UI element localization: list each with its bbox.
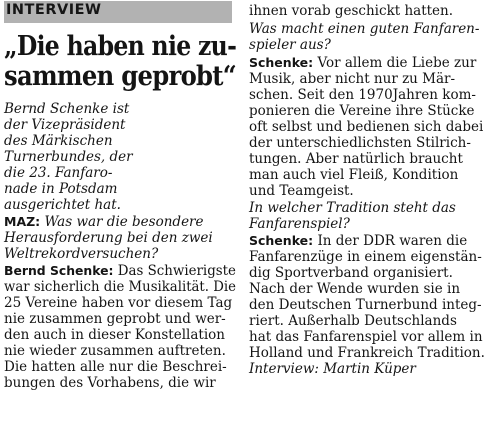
question-1-line: Weltrekordversuchen? — [4, 246, 159, 262]
question-1-line — [4, 214, 204, 230]
answer-3-line: den Deutschen Turnerbund integ- — [249, 297, 482, 313]
answer-1-speaker: Bernd Schenke: — [4, 263, 114, 278]
answer-3-text: In der DDR waren die — [317, 233, 468, 249]
intro-line: ausgerichtet hat. — [4, 197, 121, 213]
answer-2-speaker: Schenke: — [249, 55, 314, 70]
answer-1-line: Die hatten alle nur die Beschrei- — [4, 359, 227, 375]
question-1-text: Was war die besondere — [44, 214, 204, 230]
intro-line: Turnerbundes, der — [4, 149, 133, 165]
answer-1-line: nie wieder zusammen auftreten. — [4, 343, 226, 359]
answer-3-line: Nach der Wende wurden sie in — [249, 281, 461, 297]
answer-3-line: riert. Außerhalb Deutschlands — [249, 313, 457, 329]
answer-2-line: ponieren die Vereine ihre Stücke — [249, 103, 475, 119]
headline-line-1: „Die haben nie zu- — [4, 31, 237, 62]
intro-line: Bernd Schenke ist — [4, 101, 130, 117]
answer-1-line: ihnen vorab geschickt hatten. — [249, 3, 454, 19]
answer-2-line: Musik, aber nicht nur zu Mär- — [249, 71, 456, 87]
interview-signature: Interview: Martin Küper — [249, 361, 416, 377]
answer-1-line: nie zusammen geprobt und wer- — [4, 311, 226, 327]
intro-line: die 23. Fanfaro- — [4, 165, 113, 181]
answer-1-line — [4, 263, 236, 279]
answer-1-line: bungen des Vorhabens, die wir — [4, 375, 216, 391]
answer-1-line: den auch in dieser Konstellation — [4, 327, 225, 343]
answer-2-line: oft selbst und bedienen sich dabei — [249, 119, 484, 135]
intro-line: des Märkischen — [4, 133, 113, 149]
answer-3-line: Fanfarenzüge in einem eigenstän- — [249, 249, 482, 265]
question-2-line: spieler aus? — [249, 37, 331, 53]
answer-2-line: schen. Seit den 1970Jahren kom- — [249, 87, 476, 103]
question-3-line: Fanfarenspiel? — [249, 216, 350, 232]
intro-line: der Vizepräsident — [4, 117, 126, 133]
answer-1-line: 25 Vereine haben vor diesem Tag — [4, 295, 233, 311]
headline-line-2: sammen geprobt“ — [4, 61, 237, 92]
question-3-line: In welcher Tradition steht das — [249, 200, 456, 216]
question-1-speaker: MAZ: — [4, 214, 41, 229]
question-2-line: Was macht einen guten Fanfaren- — [249, 21, 480, 37]
answer-3-line: hat das Fanfarenspiel vor allem in — [249, 329, 483, 345]
kicker-bar — [4, 1, 232, 23]
answer-2-line: der unterschiedlichsten Stilrich- — [249, 135, 471, 151]
answer-3-line: dig Sportverband organisiert. — [249, 265, 453, 281]
answer-2-text: Vor allem die Liebe zur — [317, 55, 477, 71]
answer-2-line: man auch viel Fleiß, Kondition — [249, 167, 459, 183]
answer-2-line: und Teamgeist. — [249, 183, 354, 199]
kicker-label: INTERVIEW — [6, 2, 102, 18]
answer-1-line: war sicherlich die Musikalität. Die — [4, 279, 236, 295]
intro-line: nade in Potsdam — [4, 181, 118, 197]
answer-2-line — [249, 55, 476, 71]
answer-3-line: Holland und Frankreich Tradition. — [249, 345, 485, 361]
question-1-line: Herausforderung bei den zwei — [4, 230, 213, 246]
answer-2-line: tungen. Aber natürlich braucht — [249, 151, 463, 167]
answer-1-text: Das Schwierigste — [117, 263, 236, 279]
answer-3-speaker: Schenke: — [249, 233, 314, 248]
answer-3-line — [249, 233, 467, 249]
